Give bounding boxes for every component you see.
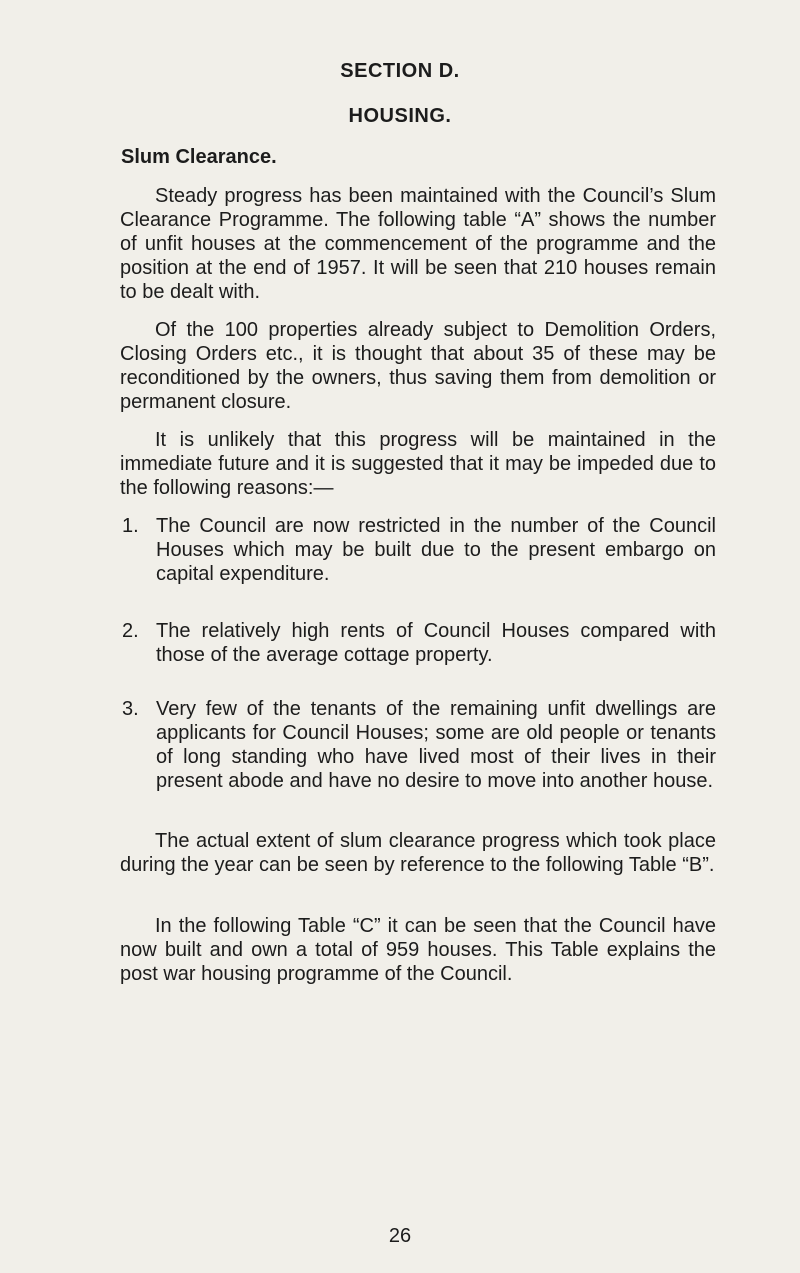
reason-number: 3. xyxy=(122,698,139,720)
reason-text: The Council are now restricted in the number of the Council Houses which may be built due to the present embargo on capital expenditure. xyxy=(156,515,716,585)
subheading-slum-clearance: Slum Clearance. xyxy=(121,146,277,168)
section-subtitle: HOUSING. xyxy=(348,105,452,127)
reason-item-1 xyxy=(122,514,722,586)
reason-text: The relatively high rents of Council Houses compared with those of the average cottage property. xyxy=(156,620,716,666)
paragraph-2: Of the 100 properties already subject to Demolition Orders, Closing Orders etc., it is thought that about 35 of these may be reconditioned by the owners, thus saving them from demolition or permanent closure. xyxy=(120,319,716,413)
page-number: 26 xyxy=(388,1225,412,1247)
paragraph-5: In the following Table “C” it can be seen that the Council have now built and own a total of 959 houses. This Table explains the post war housing programme of the Council. xyxy=(120,915,716,985)
reason-number: 2. xyxy=(122,620,139,642)
paragraph-1: Steady progress has been maintained with the Council’s Slum Clearance Programme. The following table “A” shows the number of unfit houses at the commencement of the programme and the position at the end of 1957. It will be seen that 210 houses remain to be dealt with. xyxy=(120,185,716,303)
reason-text: Very few of the tenants of the remaining unfit dwellings are applicants for Council Houses; some are old people or tenants of long standing who have lived most of their lives in their present abode and have no desire to move into another house. xyxy=(156,698,716,792)
section-title: SECTION D. xyxy=(340,60,460,82)
reason-number: 1. xyxy=(122,515,139,537)
paragraph-3: It is unlikely that this progress will be maintained in the immediate future and it is suggested that it may be impeded due to the following reasons:— xyxy=(120,429,716,499)
paragraph-4: The actual extent of slum clearance progress which took place during the year can be seen by reference to the following Table “B”. xyxy=(120,830,716,876)
reason-item-3 xyxy=(122,697,722,793)
reason-item-2 xyxy=(122,619,722,667)
